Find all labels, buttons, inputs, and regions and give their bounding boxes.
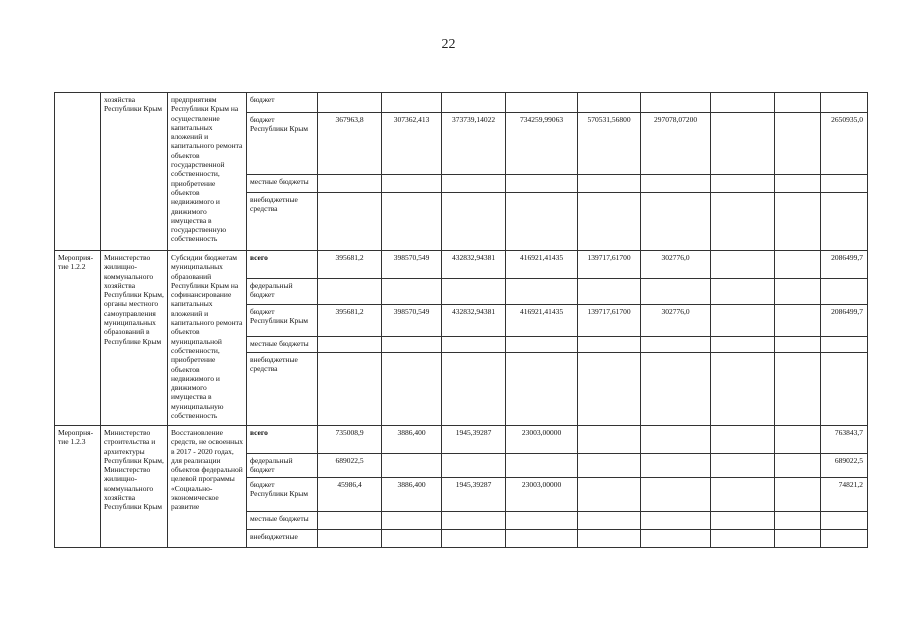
value-cell: [641, 477, 711, 511]
funding-source-label: бюджет Республики Крым: [250, 115, 309, 134]
page-number: 22: [441, 37, 456, 52]
total-cell: [821, 353, 868, 426]
value-cell: 416921,41435: [506, 305, 578, 337]
value-cell: [506, 193, 578, 251]
value-cell: 367963,8: [318, 113, 382, 175]
total-cell: 2086499,7: [821, 251, 868, 279]
value-cell: 307362,413: [382, 113, 442, 175]
funding-source-cell: [247, 529, 318, 547]
value-cell: [775, 477, 821, 511]
value-cell: [641, 353, 711, 426]
value-cell: 398570,549: [382, 305, 442, 337]
value-cell: [711, 93, 775, 113]
value-cell: 139717,61700: [578, 305, 641, 337]
value-cell: 302776,0: [641, 305, 711, 337]
total-cell: [821, 511, 868, 529]
value-cell: [711, 305, 775, 337]
funding-source-cell: [247, 193, 318, 251]
value-cell: [382, 353, 442, 426]
funding-source-cell: [247, 251, 318, 279]
funding-source-label: внебюджетные средства: [250, 195, 298, 214]
value-cell: [775, 353, 821, 426]
total-cell: [821, 529, 868, 547]
value-cell: 23003,00000: [506, 426, 578, 454]
measure-code: [55, 93, 101, 251]
value-cell: [442, 193, 506, 251]
executor-cell: Министерство жилищно-коммунального хозяйства Республики Крым, органы местного самоуправления муниципальных образований в Республике Крым: [101, 251, 168, 426]
value-cell: [506, 337, 578, 353]
value-cell: 416921,41435: [506, 251, 578, 279]
table-row: [55, 426, 868, 454]
value-cell: [711, 511, 775, 529]
total-cell: [821, 279, 868, 305]
value-cell: [506, 353, 578, 426]
value-cell: [711, 175, 775, 193]
value-cell: 297078,07200: [641, 113, 711, 175]
value-cell: [318, 175, 382, 193]
funding-source-cell: [247, 426, 318, 454]
value-cell: [578, 426, 641, 454]
total-cell: 2650935,0: [821, 113, 868, 175]
value-cell: [506, 511, 578, 529]
value-cell: [775, 175, 821, 193]
value-cell: [442, 529, 506, 547]
value-cell: [711, 353, 775, 426]
value-cell: [711, 193, 775, 251]
value-cell: [641, 279, 711, 305]
value-cell: [578, 454, 641, 478]
value-cell: 373739,14022: [442, 113, 506, 175]
value-cell: [711, 426, 775, 454]
value-cell: 432832,94381: [442, 305, 506, 337]
value-cell: [442, 93, 506, 113]
funding-source-cell: [247, 93, 318, 113]
value-cell: [382, 454, 442, 478]
value-cell: [506, 529, 578, 547]
value-cell: [506, 175, 578, 193]
total-cell: 689022,5: [821, 454, 868, 478]
value-cell: [318, 511, 382, 529]
total-cell: 74821,2: [821, 477, 868, 511]
value-cell: [775, 305, 821, 337]
value-cell: 734259,99063: [506, 113, 578, 175]
funding-source-label: местные бюджеты: [250, 513, 309, 523]
funding-source-cell: [247, 511, 318, 529]
funding-source-label: всего: [250, 428, 268, 437]
value-cell: [578, 529, 641, 547]
value-cell: [641, 454, 711, 478]
value-cell: [382, 529, 442, 547]
total-cell: 763843,7: [821, 426, 868, 454]
value-cell: [641, 193, 711, 251]
value-cell: 1945,39287: [442, 426, 506, 454]
value-cell: [382, 175, 442, 193]
value-cell: [578, 175, 641, 193]
value-cell: 139717,61700: [578, 251, 641, 279]
value-cell: [775, 529, 821, 547]
total-cell: [821, 337, 868, 353]
value-cell: [641, 529, 711, 547]
measure-code: Мероприя-тие 1.2.2: [55, 251, 101, 426]
value-cell: [775, 454, 821, 478]
value-cell: [318, 529, 382, 547]
value-cell: [382, 193, 442, 251]
value-cell: [442, 337, 506, 353]
executor-cell: хозяйства Республики Крым: [101, 93, 168, 251]
value-cell: [711, 477, 775, 511]
funding-source-cell: [247, 113, 318, 175]
value-cell: [711, 337, 775, 353]
value-cell: [442, 353, 506, 426]
funding-source-cell: [247, 454, 318, 478]
value-cell: 735008,9: [318, 426, 382, 454]
funding-source-label: бюджет Республики Крым: [250, 307, 309, 326]
value-cell: [318, 279, 382, 305]
value-cell: [382, 93, 442, 113]
value-cell: [641, 93, 711, 113]
funding-source-cell: [247, 175, 318, 193]
funding-source-label: всего: [250, 253, 268, 262]
description-cell: предприятиям Республики Крым на осуществление капитальных вложений и капитального ремонта объектов государственной собственности, приобретение объектов недвижимого и движимого имущества в государственную собственность: [168, 93, 247, 251]
value-cell: [506, 279, 578, 305]
value-cell: [442, 175, 506, 193]
measure-code: Меропрня-тие 1.2.3: [55, 426, 101, 548]
funding-source-label: местные бюджеты: [250, 339, 309, 348]
value-cell: 1945,39287: [442, 477, 506, 511]
value-cell: 23003,00000: [506, 477, 578, 511]
funding-source-label: внебюджетные средства: [250, 355, 298, 374]
value-cell: [775, 279, 821, 305]
value-cell: [711, 454, 775, 478]
value-cell: [318, 337, 382, 353]
value-cell: [711, 529, 775, 547]
funding-source-label: местные бюджеты: [250, 177, 309, 186]
funding-source-label: федеральный бюджет: [250, 281, 293, 300]
value-cell: [578, 279, 641, 305]
value-cell: 45986,4: [318, 477, 382, 511]
value-cell: 395681,2: [318, 305, 382, 337]
funding-source-label: бюджет: [250, 95, 275, 104]
value-cell: [578, 93, 641, 113]
value-cell: [442, 454, 506, 478]
value-cell: [578, 353, 641, 426]
funding-source-cell: [247, 337, 318, 353]
value-cell: [578, 477, 641, 511]
value-cell: 3886,400: [382, 426, 442, 454]
funding-source-label: федеральный бюджет: [250, 456, 293, 475]
value-cell: [775, 113, 821, 175]
value-cell: [578, 193, 641, 251]
value-cell: 398570,549: [382, 251, 442, 279]
funding-source-label: внебюджетные: [250, 531, 298, 541]
value-cell: [775, 337, 821, 353]
description-cell: Восстановление средств, не освоенных в 2017 - 2020 годах, для реализации объектов федеральной целевой программы «Социально-экономическое развитие: [168, 426, 247, 548]
value-cell: [382, 337, 442, 353]
value-cell: [318, 353, 382, 426]
funding-source-cell: [247, 305, 318, 337]
value-cell: [641, 175, 711, 193]
value-cell: [382, 279, 442, 305]
table-row: [55, 251, 868, 279]
value-cell: [775, 251, 821, 279]
value-cell: [382, 511, 442, 529]
value-cell: 395681,2: [318, 251, 382, 279]
value-cell: 302776,0: [641, 251, 711, 279]
value-cell: [318, 93, 382, 113]
funding-source-label: бюджет Республики Крым: [250, 479, 309, 498]
value-cell: [578, 337, 641, 353]
value-cell: [775, 511, 821, 529]
value-cell: [641, 337, 711, 353]
funding-source-cell: [247, 279, 318, 305]
value-cell: [711, 113, 775, 175]
total-cell: [821, 175, 868, 193]
value-cell: [711, 251, 775, 279]
value-cell: [442, 279, 506, 305]
total-cell: 2086499,7: [821, 305, 868, 337]
value-cell: [578, 511, 641, 529]
total-cell: [821, 93, 868, 113]
value-cell: [442, 511, 506, 529]
executor-cell: Министерство строительства и архитектуры Республики Крым, Министерство жилищно-коммунального хозяйства Республики Крым: [101, 426, 168, 548]
value-cell: [641, 511, 711, 529]
funding-source-cell: [247, 353, 318, 426]
value-cell: [318, 193, 382, 251]
value-cell: 570531,56800: [578, 113, 641, 175]
value-cell: [641, 426, 711, 454]
value-cell: 689022,5: [318, 454, 382, 478]
value-cell: [506, 93, 578, 113]
total-cell: [821, 193, 868, 251]
funding-source-cell: [247, 477, 318, 511]
description-cell: Субсидии бюджетам муниципальных образований Республики Крым на софинансирование капитальных вложений и капитального ремонта объектов муниципальной собственности, приобретение объектов недвижимого и движимого имущества в муниципальную собственность: [168, 251, 247, 426]
value-cell: [506, 454, 578, 478]
value-cell: [775, 93, 821, 113]
table-row: [55, 93, 868, 113]
value-cell: [711, 279, 775, 305]
budget-table: [54, 92, 868, 548]
value-cell: 3886,400: [382, 477, 442, 511]
value-cell: 432832,94381: [442, 251, 506, 279]
value-cell: [775, 193, 821, 251]
value-cell: [775, 426, 821, 454]
